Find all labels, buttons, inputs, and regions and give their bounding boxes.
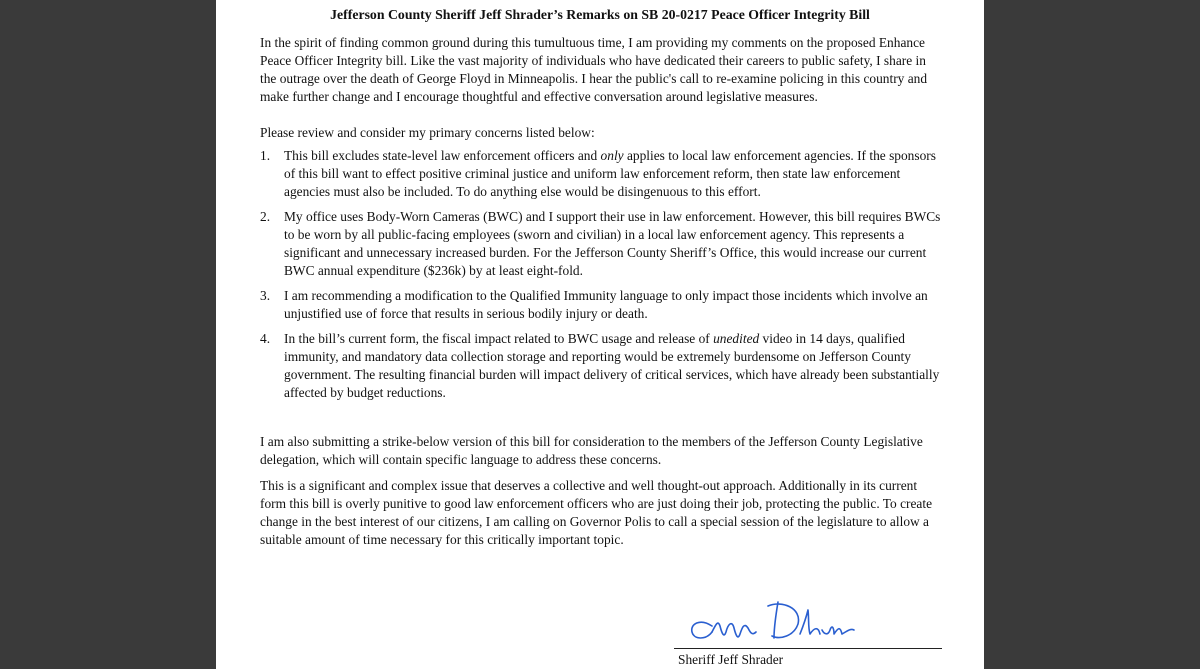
handwritten-signature: [682, 588, 882, 648]
concern-text-continued: video in 14 days, qualified immunity, and mandatory data collection storage and reporting would be extremely burdensome on Jefferson County government. The resulting financial burden will impact delivery of critical services, which have already been substantially affected by budget reductions.: [284, 331, 940, 400]
concern-text: I am recommending a modification to the Qualified Immunity language to only impact those incidents which involve an unjustified use of force that results in serious bodily injury or death.: [284, 288, 928, 321]
closing-paragraph-2: This is a significant and complex issue that deserves a collective and well thought-out approach. Additionally in its current form this bill is overly punitive to good law enforcement officers who are just doing their job, protecting the public. To create change in the best interest of our citizens, I am calling on Governor Polis to call a special session of the legislature to allow a suitable amount of time necessary for this critically important topic.: [260, 478, 933, 547]
concerns-list: [260, 147, 942, 402]
concern-text: This bill excludes state-level law enforcement officers and: [284, 148, 601, 163]
concern-text: In the bill’s current form, the fiscal impact related to BWC usage and release of: [284, 331, 714, 346]
signature-line: [674, 648, 942, 649]
concern-number: 3.: [260, 288, 271, 303]
document-body: [260, 34, 942, 549]
paragraph-spacer: [260, 409, 942, 433]
concern-item: [260, 147, 942, 201]
review-intro: Please review and consider my primary concerns listed below:: [260, 125, 595, 140]
document-title: Jefferson County Sheriff Jeff Shrader’s Remarks on SB 20-0217 Peace Officer Integrity Bill: [330, 7, 870, 22]
concern-item: [260, 287, 942, 323]
signature-name: Sheriff Jeff Shrader: [678, 652, 784, 667]
concern-text: My office uses Body-Worn Cameras (BWC) and I support their use in law enforcement. However, this bill requires BWCs to be worn by all public-facing employees (sworn and civilian) in a local law enforcement agency. This represents a significant and unnecessary increased burden. For the Jefferson County Sheriff’s Office, this would increase our current BWC annual expenditure ($236k) by at least eight-fold.: [284, 209, 941, 278]
concern-item: [260, 330, 942, 402]
concern-text-continued: applies to local law enforcement agencies. If the sponsors of this bill want to effect positive criminal justice and uniform law enforcement reform, then state law enforcement agencies must also be included. To do anything else would be disingenuous to this effort.: [284, 148, 936, 199]
concern-emphasis: unedited: [713, 331, 760, 346]
intro-paragraph: In the spirit of finding common ground during this tumultuous time, I am providing my comments on the proposed Enhance Peace Officer Integrity bill. Like the vast majority of individuals who have dedicated their careers to public safety, I share in the outrage over the death of George Floyd in Minneapolis. I hear the public's call to re-examine policing in this country and make further change and I encourage thoughtful and effective conversation around legislative measures.: [260, 35, 928, 104]
concern-emphasis: only: [600, 148, 624, 163]
closing-paragraph-1: I am also submitting a strike-below version of this bill for consideration to the members of the Jefferson County Legislative delegation, which will contain specific language to address these concerns.: [260, 434, 923, 467]
concern-item: [260, 208, 942, 280]
concern-number: 4.: [260, 331, 271, 346]
concern-number: 2.: [260, 209, 271, 224]
concern-number: 1.: [260, 148, 271, 163]
document-page: [216, 0, 984, 669]
